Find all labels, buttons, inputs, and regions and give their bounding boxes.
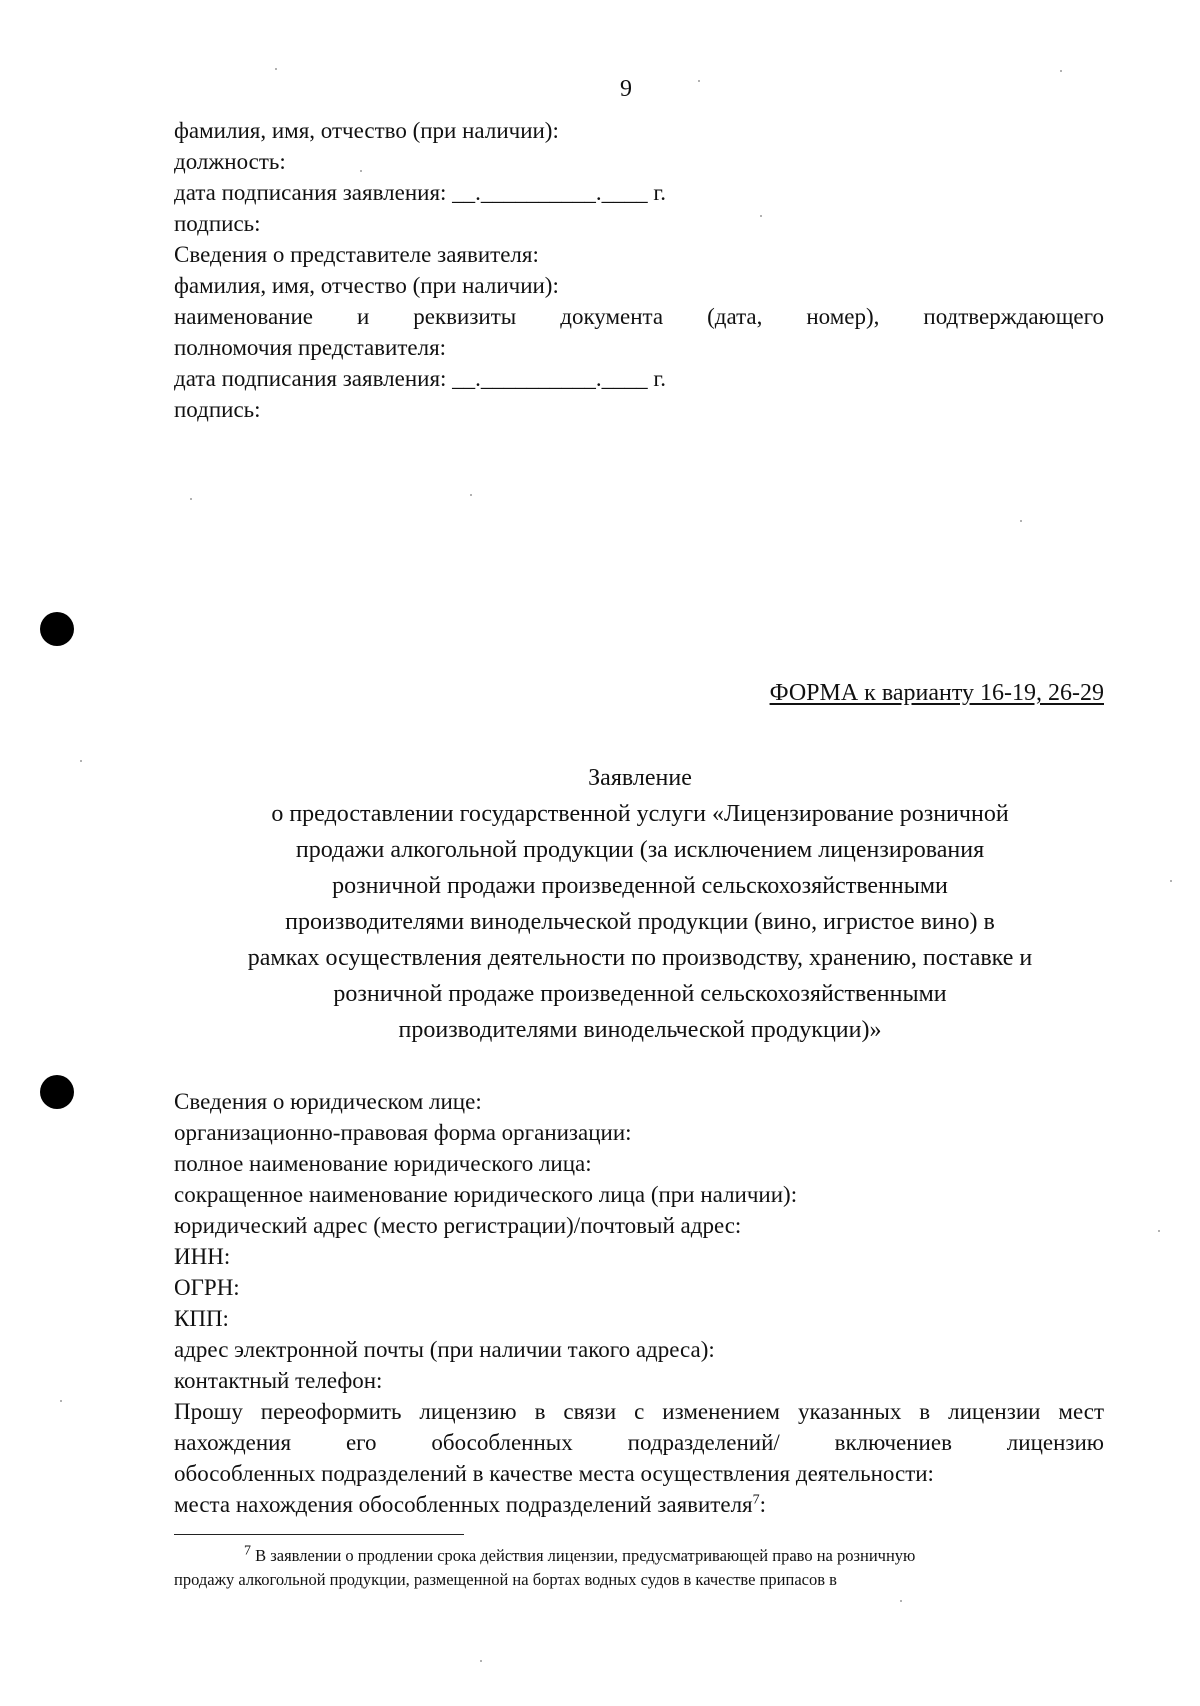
scan-speck (760, 215, 762, 217)
representative-signing-date-field: дата подписания заявления: __.__________.____ г. (174, 366, 667, 391)
ogrn-field: ОГРН: (174, 1275, 240, 1300)
representative-full-name-field: фамилия, имя, отчество (при наличии): (174, 273, 559, 298)
short-name-field: сокращенное наименование юридического лица (при наличии): (174, 1182, 798, 1207)
application-title-line: рамках осуществления деятельности по производству, хранению, поставке и (247, 945, 1033, 971)
locations-colon: : (759, 1492, 767, 1517)
full-name-field: полное наименование юридического лица: (174, 1151, 592, 1176)
page-number: 9 (620, 76, 632, 102)
legal-entity-heading: Сведения о юридическом лице: (174, 1089, 482, 1114)
application-title-line: производителями винодельческой продукции (вино, игристое вино) в (285, 909, 995, 935)
footnote-line: $^7$ В заявлении о продлении срока действия лицензии, предусматривающей право на розничную (244, 1543, 916, 1565)
footnote-number: 7 (244, 1543, 251, 1559)
representative-heading: Сведения о представителе заявителя: (174, 242, 539, 267)
signatory-signature-field: подпись: (174, 211, 261, 236)
scan-speck (1170, 880, 1172, 882)
request-line: обособленных подразделений в качестве места осуществления деятельности: (174, 1461, 934, 1486)
footnote-separator (174, 1534, 464, 1535)
signatory-details (174, 115, 1104, 425)
application-title-line: розничной продаже произведенной сельскохозяйственными (333, 981, 947, 1007)
form-reference: ФОРМА к варианту 16-19, 26-29 (769, 680, 1104, 706)
legal-form-field: организационно-правовая форма организации: (174, 1120, 632, 1145)
legal-address-field: юридический адрес (место регистрации)/почтовый адрес: (174, 1213, 742, 1238)
application-title (150, 760, 1130, 1048)
application-title-line: розничной продажи произведенной сельскохозяйственными (332, 873, 948, 899)
inn-field: ИНН: (174, 1244, 231, 1269)
phone-field: контактный телефон: (174, 1368, 383, 1393)
application-title-line: производителями винодельческой продукции)» (398, 1017, 882, 1043)
signatory-full-name-field: фамилия, имя, отчество (при наличии): (174, 118, 559, 143)
application-title-line: о предоставлении государственной услуги «Лицензирование розничной (271, 801, 1009, 827)
scan-speck (1060, 70, 1062, 72)
punch-hole-lower (40, 1075, 74, 1109)
application-title-line: продажи алкогольной продукции (за исключением лицензирования (295, 837, 985, 863)
scan-speck (190, 498, 192, 500)
scan-speck (360, 170, 362, 172)
scan-speck (1158, 1230, 1160, 1232)
representative-document-field: наименование и реквизиты документа (дата, номер), подтверждающего (174, 304, 1104, 329)
signatory-signing-date-field: дата подписания заявления: __.__________.____ г. (174, 180, 667, 205)
scan-speck (900, 1600, 902, 1602)
email-field: адрес электронной почты (при наличии такого адреса): (174, 1337, 715, 1362)
legal-entity-details (174, 1086, 1104, 1520)
scan-speck (480, 1660, 482, 1662)
application-heading: Заявление (588, 765, 692, 791)
kpp-field: КПП: (174, 1306, 229, 1331)
footnote (174, 1544, 1104, 1592)
punch-hole-upper (40, 612, 74, 646)
representative-signature-field: подпись: (174, 397, 261, 422)
scan-speck (60, 1400, 62, 1402)
locations-field (174, 1489, 1104, 1520)
scan-speck (80, 760, 82, 762)
scan-speck (698, 80, 700, 82)
request-line: нахождения его обособленных подразделений/ включениев лицензию (174, 1430, 1104, 1455)
footnote-line: продажу алкогольной продукции, размещенной на бортах водных судов в качестве припасов в (174, 1570, 837, 1589)
signatory-position-field: должность: (174, 149, 286, 174)
footnote-reference[interactable]: 7 (752, 1492, 760, 1508)
representative-authority-line: полномочия представителя: (174, 335, 447, 360)
scan-speck (275, 68, 277, 70)
locations-label: места нахождения обособленных подразделений заявителя (174, 1492, 753, 1517)
scan-speck (1020, 520, 1022, 522)
scan-speck (470, 494, 472, 496)
request-line: Прошу переоформить лицензию в связи с изменением указанных в лицензии мест (174, 1399, 1104, 1424)
